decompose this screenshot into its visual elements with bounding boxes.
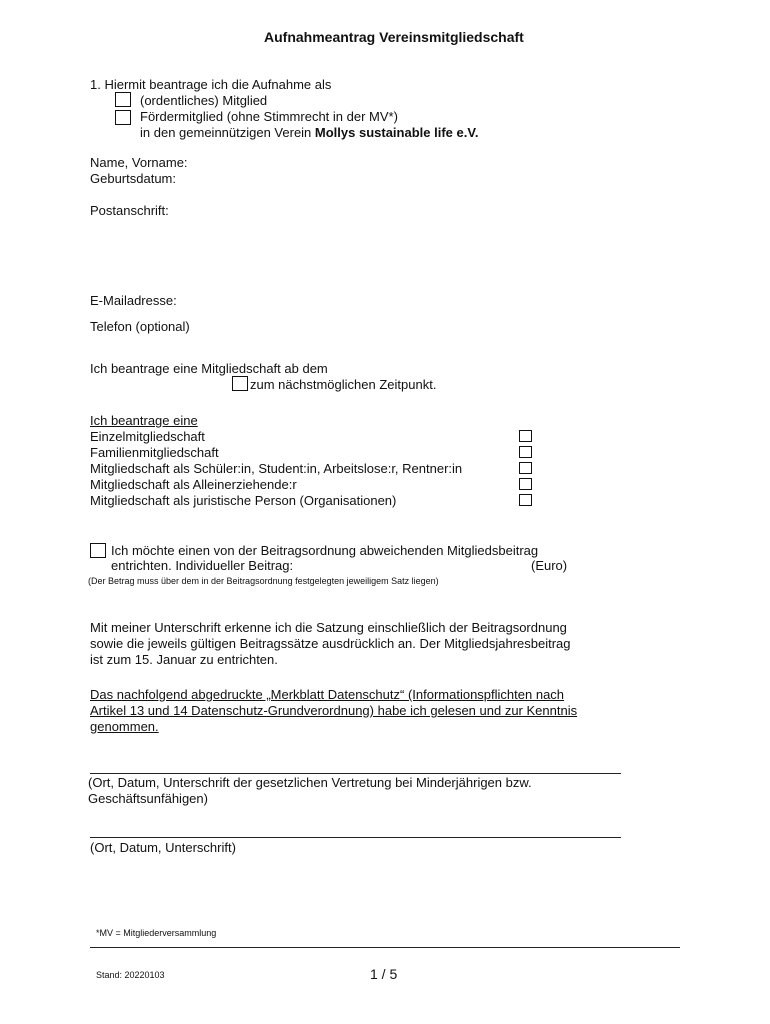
custom-fee-text-line1: Ich möchte einen von der Beitragsordnung abweichenden Mitgliedsbeitrag xyxy=(111,543,539,558)
checkbox-naechstmoeglicher-zeitpunkt[interactable] xyxy=(232,376,248,391)
privacy-line3: genommen. xyxy=(90,719,159,734)
field-label-name: Name, Vorname: xyxy=(90,155,188,170)
checkbox-alleinerziehend[interactable] xyxy=(519,478,532,490)
label-ordentliches-mitglied: (ordentliches) Mitglied xyxy=(140,93,268,108)
membership-type-intro: 1. Hiermit beantrage ich die Aufnahme als xyxy=(90,77,332,92)
verein-prefix: in den gemeinnützigen Verein xyxy=(140,125,315,140)
membership-option-label: Mitgliedschaft als juristische Person (Organisationen) xyxy=(90,493,397,508)
footnote: *MV = Mitgliederversammlung xyxy=(96,928,217,938)
signature-line[interactable] xyxy=(90,837,621,838)
custom-fee-unit: (Euro) xyxy=(531,558,568,573)
verein-line xyxy=(140,125,478,141)
checkbox-ordentliches-mitglied[interactable] xyxy=(115,92,131,107)
signature-guardian-label-line1: (Ort, Datum, Unterschrift der gesetzlichen Vertretung bei Minderjährigen bzw. xyxy=(88,775,532,790)
signature-guardian-label-line2: Geschäftsunfähigen) xyxy=(88,791,208,806)
agreement-line2: sowie die jeweils gültigen Beitragssätze ausdrücklich an. Der Mitgliedsjahresbeitrag xyxy=(90,636,571,651)
field-label-telefon: Telefon (optional) xyxy=(90,319,190,334)
footer-divider xyxy=(90,947,680,948)
checkbox-juristische-person[interactable] xyxy=(519,494,532,506)
label-foerdermitglied: Fördermitglied (ohne Stimmrecht in der MV*) xyxy=(140,109,398,124)
field-label-postanschrift: Postanschrift: xyxy=(90,203,169,218)
page-title: Aufnahmeantrag Vereinsmitgliedschaft xyxy=(264,29,524,45)
custom-fee-text-line2: entrichten. Individueller Beitrag: xyxy=(111,558,294,573)
checkbox-familienmitgliedschaft[interactable] xyxy=(519,446,532,458)
start-date-text: Ich beantrage eine Mitgliedschaft ab dem xyxy=(90,361,328,376)
agreement-line3: ist zum 15. Januar zu entrichten. xyxy=(90,652,278,667)
signature-line-guardian[interactable] xyxy=(90,773,621,774)
field-label-geburtsdatum: Geburtsdatum: xyxy=(90,171,176,186)
checkbox-individueller-beitrag[interactable] xyxy=(90,543,106,558)
footer-stand: Stand: 20220103 xyxy=(96,970,165,980)
checkbox-foerdermitglied[interactable] xyxy=(115,110,131,125)
membership-option-label: Mitgliedschaft als Schüler:in, Student:in, Arbeitslose:r, Rentner:in xyxy=(90,461,463,476)
membership-option-label: Familienmitgliedschaft xyxy=(90,445,219,460)
custom-fee-note: (Der Betrag muss über dem in der Beitragsordnung festgelegten jeweiligem Satz liegen) xyxy=(88,576,439,586)
label-naechstmoeglicher-zeitpunkt: zum nächstmöglichen Zeitpunkt. xyxy=(250,377,437,392)
membership-heading: Ich beantrage eine xyxy=(90,413,198,428)
membership-option-label: Einzelmitgliedschaft xyxy=(90,429,205,444)
checkbox-ermaessigt[interactable] xyxy=(519,462,532,474)
privacy-line2: Artikel 13 und 14 Datenschutz-Grundverordnung) habe ich gelesen und zur Kenntnis xyxy=(90,703,578,718)
verein-name: Mollys sustainable life e.V. xyxy=(314,125,479,140)
checkbox-einzelmitgliedschaft[interactable] xyxy=(519,430,532,442)
agreement-line1: Mit meiner Unterschrift erkenne ich die Satzung einschließlich der Beitragsordnung xyxy=(90,620,567,635)
privacy-line1: Das nachfolgend abgedruckte „Merkblatt Datenschutz“ (Informationspflichten nach xyxy=(90,687,565,702)
signature-label: (Ort, Datum, Unterschrift) xyxy=(90,840,236,855)
field-label-email: E-Mailadresse: xyxy=(90,293,177,308)
membership-option-label: Mitgliedschaft als Alleinerziehende:r xyxy=(90,477,297,492)
page-number: 1 / 5 xyxy=(370,966,398,982)
